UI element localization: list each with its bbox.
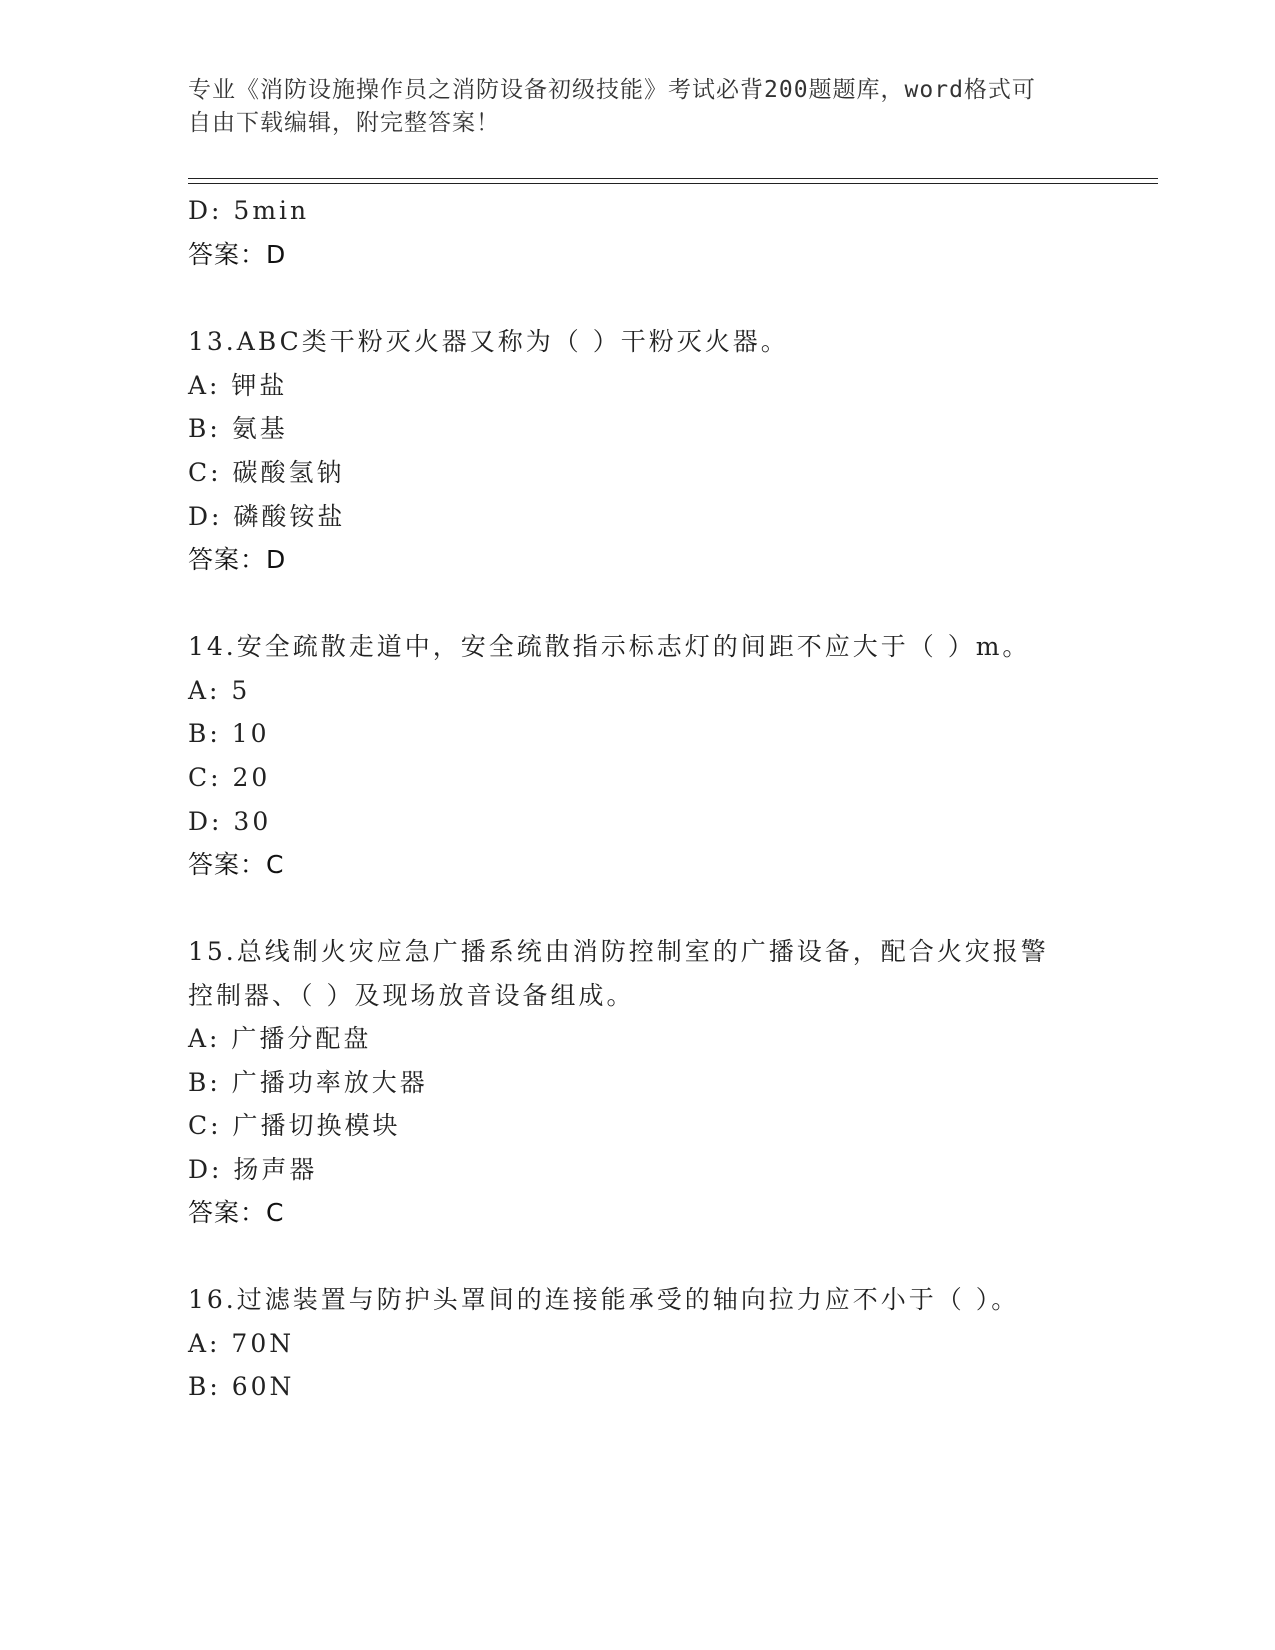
q13-question: 13.ABC类干粉灭火器又称为（ ）干粉灭火器。 bbox=[188, 327, 789, 356]
q15-answer: 答案：C bbox=[188, 1198, 285, 1227]
q13-option-d: D: 磷酸铵盐 bbox=[188, 502, 346, 531]
q15-question-line-1: 15.总线制火灾应急广播系统由消防控制室的广播设备，配合火灾报警 bbox=[188, 937, 1049, 966]
prev-option-d: D: 5min bbox=[188, 196, 310, 225]
q14-option-c: C: 20 bbox=[188, 763, 271, 792]
q15-option-c: C: 广播切换模块 bbox=[188, 1111, 401, 1140]
header-title-line-2: 自由下载编辑，附完整答案！ bbox=[188, 110, 500, 136]
q15-option-b: B: 广播功率放大器 bbox=[188, 1068, 428, 1097]
header-divider-bottom bbox=[188, 183, 1158, 184]
q14-question: 14.安全疏散走道中，安全疏散指示标志灯的间距不应大于（ ）m。 bbox=[188, 632, 1031, 661]
q14-option-d: D: 30 bbox=[188, 807, 272, 836]
header-title-line-1: 专业《消防设施操作员之消防设备初级技能》考试必背200题题库，word格式可 bbox=[188, 77, 1036, 103]
header-divider-top bbox=[188, 178, 1158, 179]
q13-option-b: B: 氨基 bbox=[188, 414, 288, 443]
prev-answer: 答案：D bbox=[188, 240, 287, 269]
q14-answer: 答案：C bbox=[188, 850, 285, 879]
q14-option-a: A: 5 bbox=[188, 676, 251, 705]
q15-option-d: D: 扬声器 bbox=[188, 1155, 318, 1184]
q15-option-a: A: 广播分配盘 bbox=[188, 1024, 372, 1053]
q15-question-line-2: 控制器、（ ）及现场放音设备组成。 bbox=[188, 981, 635, 1010]
q16-question: 16.过滤装置与防护头罩间的连接能承受的轴向拉力应不小于（ ）。 bbox=[188, 1285, 1020, 1314]
q13-option-c: C: 碳酸氢钠 bbox=[188, 458, 345, 487]
q13-answer: 答案：D bbox=[188, 545, 287, 574]
q14-option-b: B: 10 bbox=[188, 719, 270, 748]
q13-option-a: A: 钾盐 bbox=[188, 371, 288, 400]
q16-option-a: A: 70N bbox=[188, 1329, 295, 1358]
q16-option-b: B: 60N bbox=[188, 1372, 295, 1401]
document-header bbox=[188, 74, 1068, 140]
